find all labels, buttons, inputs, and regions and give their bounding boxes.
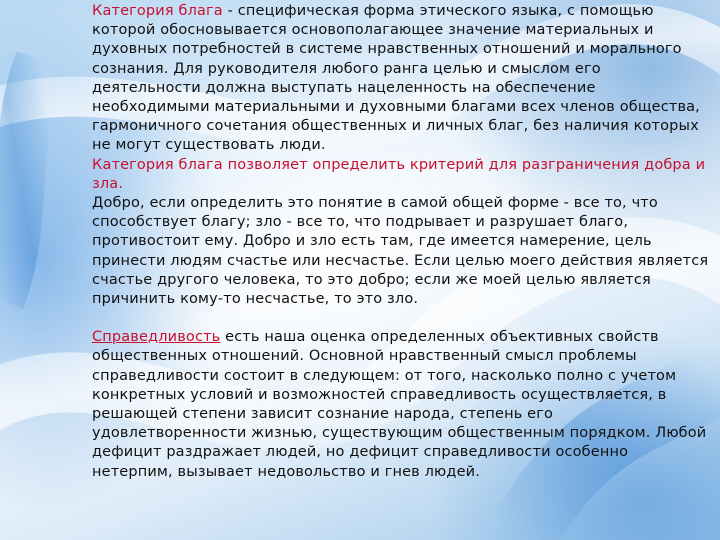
good-category-definition: - специфическая форма этического языка, с помощью которой обосновывается основополагающее значение материальных и духовных потребностей в системе нравственных отношений и морального сознания. Для руководителя любого ранга целью и смыслом его деятельности должна выступать нацеленность на обеспечение необходимыми материальными и духовными благами всех членов общества, гармоничного сочетания общественных и личных благ, без наличия которых не могут существовать люди. — [92, 3, 700, 154]
slide-text-content — [92, 2, 710, 482]
paragraph-spacer — [92, 309, 710, 328]
paragraph-justice — [92, 328, 710, 482]
paragraph-criterion: Категория блага позволяет определить критерий для разграничения добра и зла. — [92, 156, 706, 192]
justice-definition: есть наша оценка определенных объективных свойств общественных отношений. Основной нравственный смысл проблемы справедливости состоит в следующем: от того, насколько полно с учетом конкретных условий и возможностей справедливость осуществляется, в решающей степени зависит сознание народа, степень его удовлетворенности жизнью, существующим общественным порядком. Любой дефицит раздражает людей, но дефицит справедливости особенно нетерпим, вызывает недовольство и гнев людей. — [92, 329, 707, 480]
term-justice: Справедливость — [92, 329, 221, 346]
term-good-category: Категория блага — [92, 3, 223, 19]
paragraph-good-and-evil: Добро, если определить это понятие в самой общей форме - все то, что способствует благу; зло - все то, что подрывает и разрушает благо, противостоит ему. Добро и зло есть там, где имеется намерение, цель принести людям счастье или несчастье. Если целью моего действия является счастье другого человека, то это добро; если же моей целью является причинить кому-то несчастье, то это зло. — [92, 195, 709, 308]
paragraph-good-category — [92, 2, 710, 156]
